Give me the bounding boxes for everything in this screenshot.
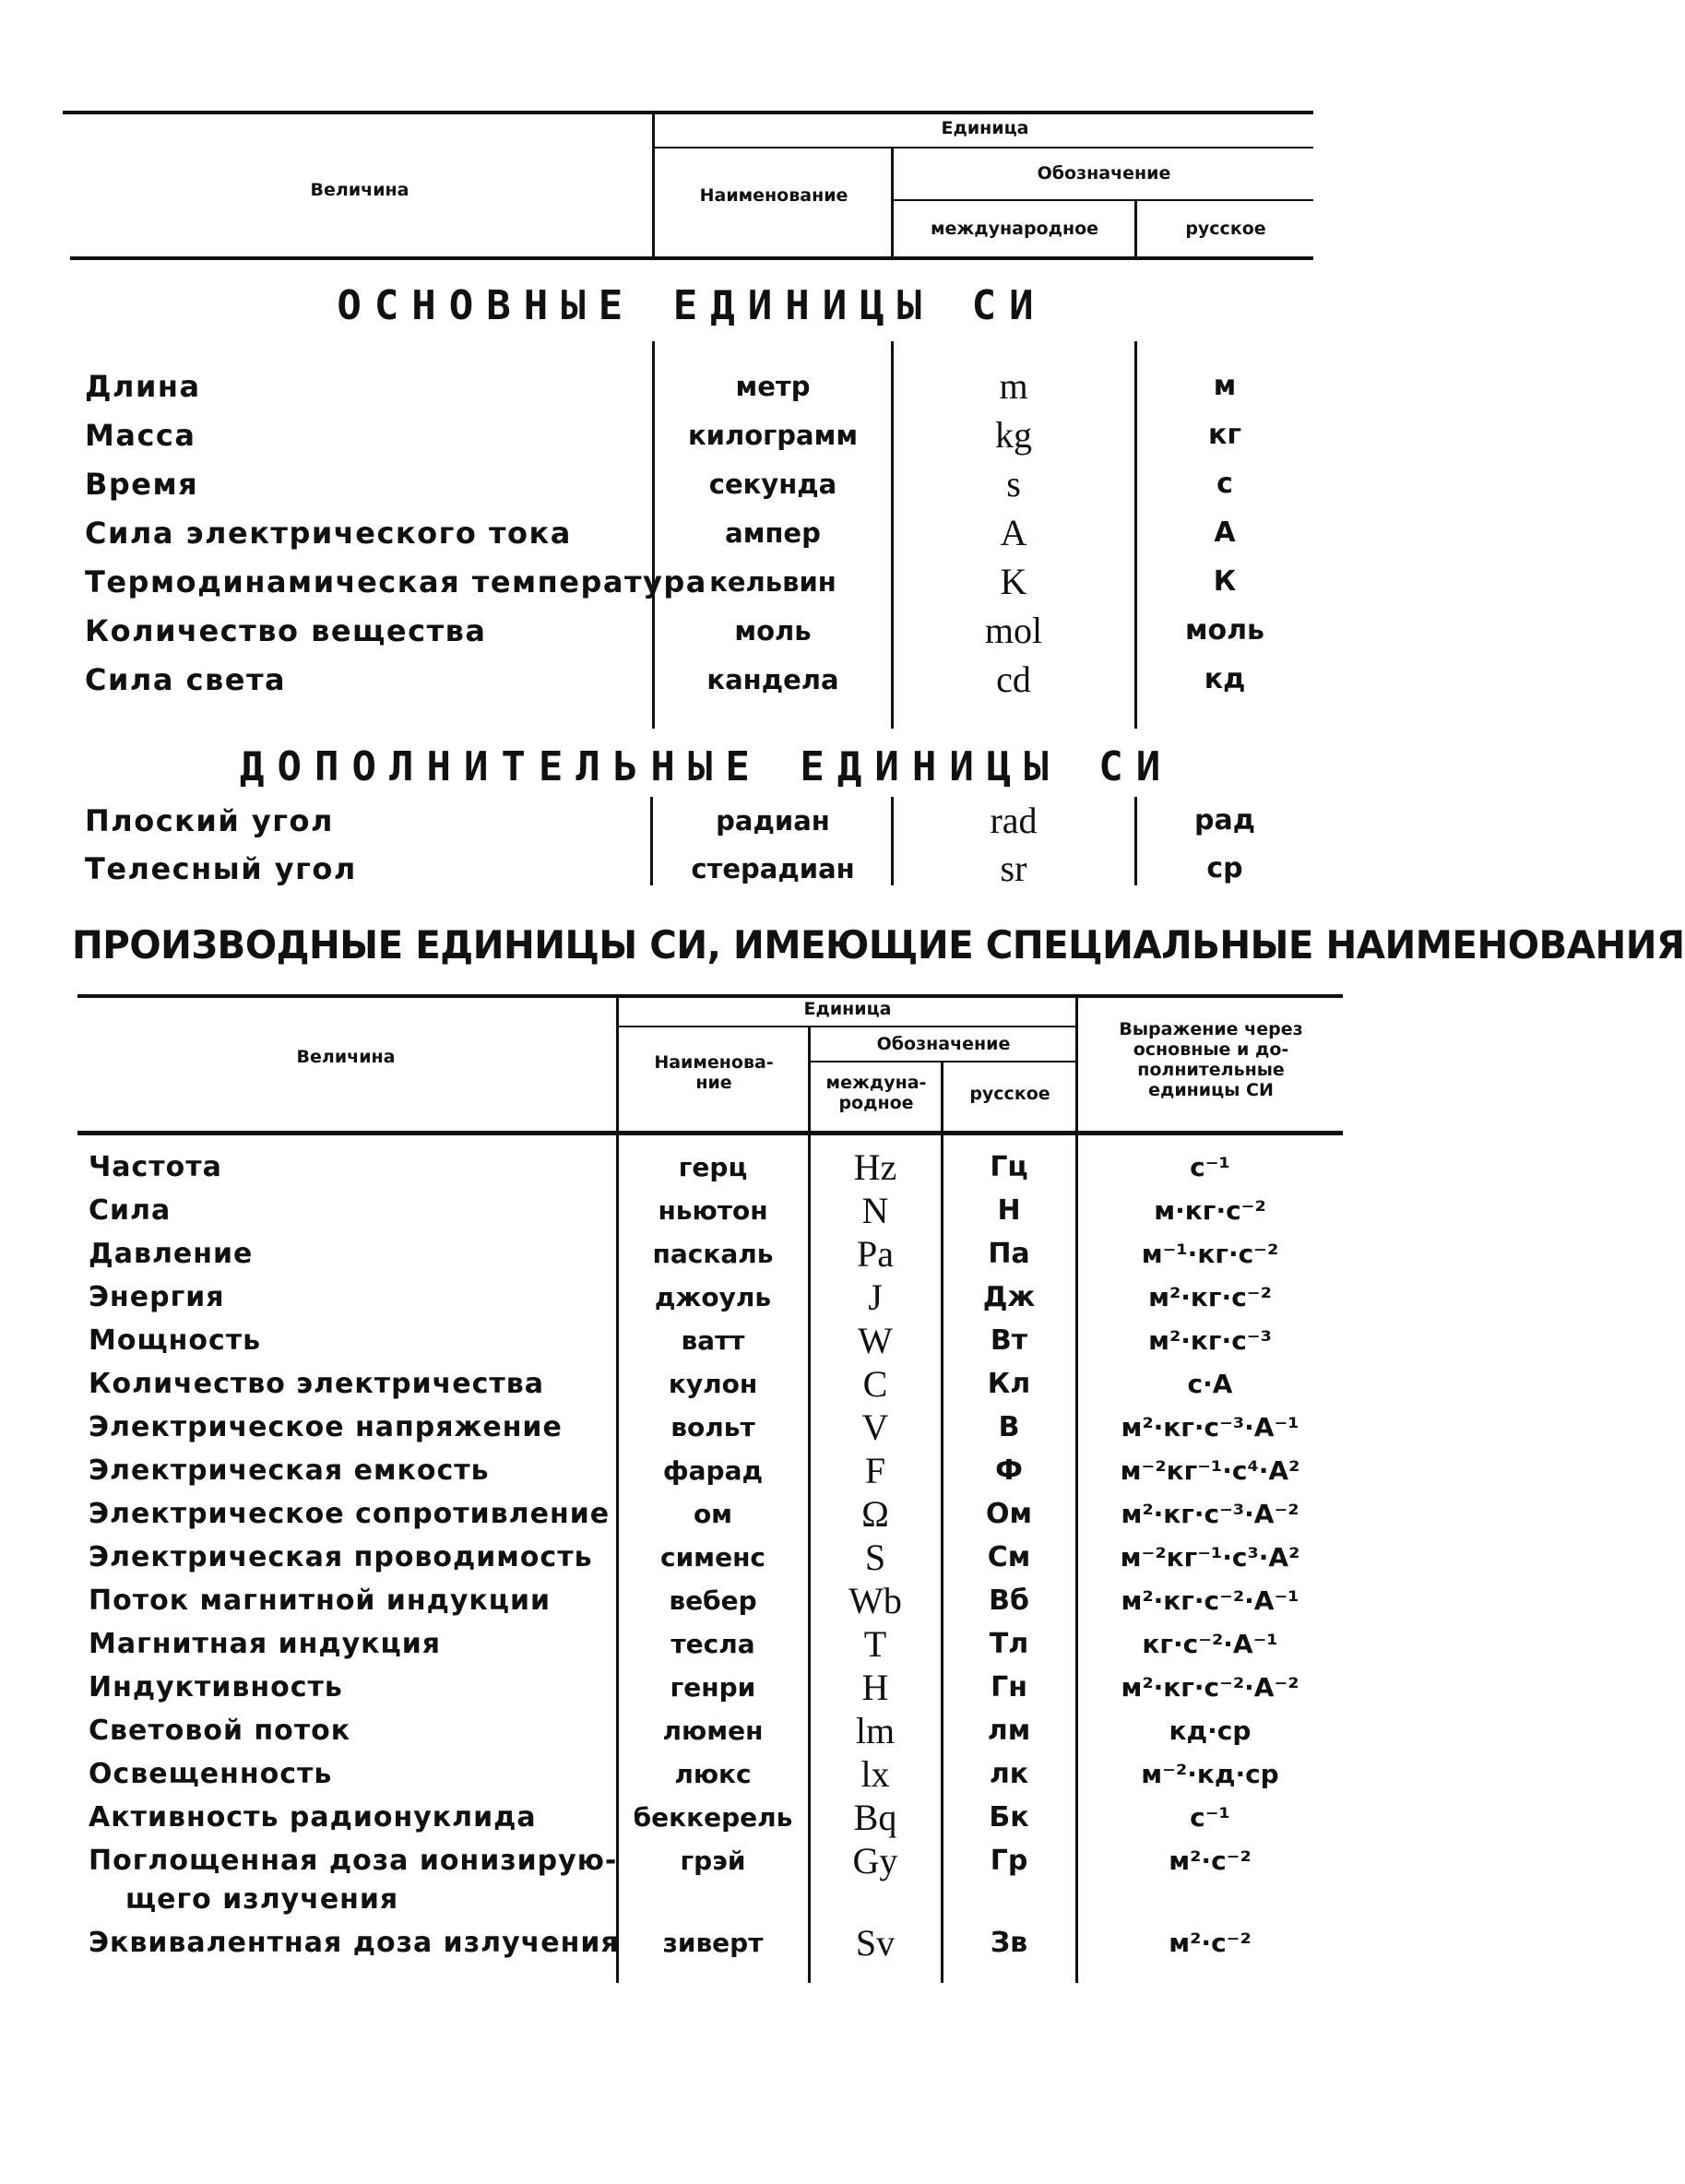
si-expression-cell: м⁻²кг⁻¹·с³·А² [1120,1542,1300,1573]
table1-header-russian: русское [1185,219,1266,239]
unit-name-cell: ом [693,1499,733,1529]
unit-name-cell: сименс [659,1542,766,1573]
unit-name-cell: тесла [670,1629,755,1659]
unit-name-cell: беккерель [633,1802,793,1833]
unit-name-cell: паскаль [652,1239,774,1269]
unit-name-cell: ампер [725,517,821,549]
intl-symbol-cell: sr [1000,848,1027,889]
intl-symbol-cell: Pa [857,1233,894,1275]
table2-header-name-line2: ние [695,1072,732,1093]
unit-name-cell: зиверт [662,1928,764,1958]
intl-symbol-cell: F [864,1450,886,1491]
russian-symbol-cell: кг [1207,419,1242,451]
russian-symbol-cell: А [1214,516,1236,549]
unit-name-cell: ньютон [658,1195,768,1226]
table2-unit-rule [618,1026,1077,1027]
unit-name-cell: радиан [716,805,830,837]
table2-designation-rule [810,1061,1077,1062]
intl-symbol-cell: kg [995,414,1032,456]
intl-symbol-cell: H [861,1667,889,1708]
russian-symbol-cell: Ом [985,1498,1033,1530]
intl-symbol-cell: S [864,1537,886,1578]
table-row [0,1360,1468,1408]
table-row [0,1751,1468,1798]
unit-name-cell: фарад [662,1455,764,1486]
si-expression-cell: м⁻¹·кг·с⁻² [1141,1239,1279,1269]
russian-symbol-cell: Бк [989,1801,1029,1834]
si-expression-cell: кд·ср [1169,1715,1252,1746]
table-row [0,1577,1468,1625]
russian-symbol-cell: лк [989,1758,1029,1790]
unit-name-cell: герц [678,1152,748,1182]
quantity-cell: Телесный угол [85,851,357,886]
intl-symbol-cell: V [861,1407,889,1448]
intl-symbol-cell: Hz [853,1146,897,1188]
table1-designation-rule [893,199,1313,201]
unit-name-cell: кельвин [709,566,837,598]
quantity-cell: Количество вещества [85,613,487,648]
table-row-continuation [0,1876,1468,1924]
russian-symbol-cell: К [1213,565,1237,598]
quantity-cell: Энергия [89,1281,225,1313]
supplementary-units-section-title: ДОПОЛНИТЕЛЬНЫЕ ЕДИНИЦЫ СИ [240,743,1174,790]
quantity-cell: Активность радионуклида [89,1801,537,1834]
table-row [0,1144,1468,1192]
russian-symbol-cell: Дж [982,1281,1036,1313]
quantity-cell: Поглощенная доза ионизирую- [89,1845,618,1877]
unit-name-cell: вебер [669,1585,757,1616]
unit-name-cell: генри [670,1672,756,1703]
russian-symbol-cell: моль [1184,614,1265,647]
intl-symbol-cell: Wb [848,1580,902,1621]
russian-symbol-cell: Гн [991,1671,1027,1703]
unit-name-cell: джоуль [654,1282,772,1312]
quantity-cell: Электрическая проводимость [89,1541,593,1573]
table1-header-quantity: Величина [310,180,409,200]
intl-symbol-cell: A [1000,512,1027,553]
table2-header-unit: Единица [803,999,892,1019]
intl-symbol-cell: W [858,1320,893,1361]
si-expression-cell: м⁻²кг⁻¹·с⁴·А² [1120,1455,1300,1486]
intl-symbol-cell: Gy [852,1840,898,1881]
quantity-cell: Сила света [85,662,287,697]
unit-name-cell: вольт [670,1412,755,1442]
table2-top-rule [77,994,1343,998]
table1-header-designation: Обозначение [1037,163,1171,184]
si-expression-cell: с⁻¹ [1190,1802,1230,1833]
si-expression-cell: м²·кг·с⁻²·А⁻² [1121,1672,1299,1703]
quantity-cell: Поток магнитной индукции [89,1585,552,1617]
quantity-cell: Плоский угол [85,803,334,838]
quantity-cell: Длина [85,369,201,404]
table-row [0,1274,1468,1322]
russian-symbol-cell: Кл [987,1368,1031,1400]
intl-symbol-cell: rad [990,800,1038,841]
intl-symbol-cell: s [1006,463,1021,504]
si-expression-cell: м²·с⁻² [1169,1928,1252,1958]
russian-symbol-cell: Тл [989,1628,1029,1660]
derived-units-table-title: ПРОИЗВОДНЫЕ ЕДИНИЦЫ СИ, ИМЕЮЩИЕ СПЕЦИАЛЬНЫЕ НАИМЕНОВАНИЯ [72,922,1685,967]
quantity-cell: Освещенность [89,1758,333,1790]
russian-symbol-cell: Вт [990,1324,1028,1357]
table-row [0,797,1468,845]
quantity-cell: Время [85,467,199,502]
table1-header-international: международное [930,219,1099,239]
si-expression-cell: с·А [1187,1369,1233,1399]
unit-name-cell: кулон [668,1369,758,1399]
table2-header-name [620,1053,808,1094]
si-expression-cell: с⁻¹ [1190,1152,1230,1182]
si-expression-cell: м·кг·с⁻² [1154,1195,1266,1226]
table1-header-divider [1134,201,1137,258]
intl-symbol-cell: C [862,1363,888,1405]
table2-header-designation: Обозначение [876,1034,1011,1054]
unit-name-cell: стерадиан [691,853,855,884]
table-row [0,1230,1468,1278]
unit-name-cell: секунда [708,469,837,500]
table2-header-international [812,1074,941,1114]
si-expression-cell: кг·с⁻²·А⁻¹ [1142,1629,1278,1659]
table-row [0,845,1468,893]
table2-header-intl-line2: родное [838,1092,914,1113]
table-row [0,1490,1468,1538]
russian-symbol-cell: лм [987,1715,1031,1747]
intl-symbol-cell: Ω [861,1493,889,1535]
intl-symbol-cell: lx [860,1753,890,1795]
unit-name-cell: кандела [706,664,839,695]
table-row [0,1534,1468,1582]
russian-symbol-cell: Вб [989,1585,1029,1617]
table1-header-unit: Единица [941,118,1029,138]
russian-symbol-cell: Гц [990,1151,1028,1183]
table-row [0,411,1468,459]
intl-symbol-cell: J [868,1276,883,1318]
quantity-cell: Сила [89,1194,172,1227]
quantity-cell-continuation: щего излучения [125,1883,399,1916]
table-row [0,1317,1468,1365]
table-row [0,1794,1468,1842]
intl-symbol-cell: K [1000,561,1027,602]
intl-symbol-cell: lm [855,1710,896,1751]
table2-header-expr-line1: Выражение через [1119,1019,1303,1039]
quantity-cell: Масса [85,418,196,453]
base-units-section-title: ОСНОВНЫЕ ЕДИНИЦЫ СИ [337,282,1047,329]
quantity-cell: Магнитная индукция [89,1628,441,1660]
quantity-cell: Количество электричества [89,1368,544,1400]
russian-symbol-cell: Зв [990,1927,1028,1959]
intl-symbol-cell: m [999,365,1028,407]
russian-symbol-cell: м [1213,370,1237,402]
quantity-cell: Частота [89,1151,222,1183]
russian-symbol-cell: с [1216,468,1233,500]
table-row [0,460,1468,508]
quantity-cell: Световой поток [89,1715,351,1747]
unit-name-cell: грэй [680,1846,746,1876]
intl-symbol-cell: mol [984,610,1043,651]
table-row [0,362,1468,410]
unit-name-cell: люкс [674,1759,752,1789]
quantity-cell: Давление [89,1238,254,1270]
table2-header-name-line1: Наименова- [654,1052,774,1073]
table2-header-russian: русское [969,1084,1050,1104]
table-row [0,1707,1468,1755]
russian-symbol-cell: ср [1206,852,1243,884]
table1-header-bottom-rule [70,256,1313,260]
russian-symbol-cell: Гр [990,1845,1028,1877]
si-expression-cell: м²·кг·с⁻³ [1148,1325,1272,1356]
unit-name-cell: метр [735,371,811,402]
russian-symbol-cell: Н [997,1194,1021,1227]
unit-name-cell: килограмм [687,420,859,451]
table1-header-name: Наименование [699,185,848,206]
intl-symbol-cell: Sv [855,1922,896,1964]
unit-name-cell: ватт [681,1325,745,1356]
si-expression-cell: м²·с⁻² [1169,1846,1252,1876]
table2-header-expr-line4: единицы СИ [1148,1079,1274,1100]
table-row [0,558,1468,606]
russian-symbol-cell: рад [1194,804,1255,837]
intl-symbol-cell: T [863,1623,887,1665]
table-row [0,509,1468,557]
si-expression-cell: м²·кг·с⁻² [1148,1282,1272,1312]
quantity-cell: Электрическое напряжение [89,1411,563,1443]
russian-symbol-cell: См [987,1541,1031,1573]
quantity-cell: Электрическое сопротивление [89,1498,611,1530]
russian-symbol-cell: Ф [995,1454,1023,1487]
quantity-cell: Сила электрического тока [85,516,572,551]
si-expression-cell: м²·кг·с⁻²·А⁻¹ [1121,1585,1299,1616]
intl-symbol-cell: N [861,1190,889,1231]
table1-top-rule [63,111,1313,114]
unit-name-cell: люмен [662,1715,764,1746]
si-expression-cell: м⁻²·кд·ср [1141,1759,1279,1789]
table-row [0,607,1468,655]
table-row [0,1919,1468,1967]
table2-header-intl-line1: междуна- [825,1073,927,1093]
table1-header-divider [652,113,655,258]
intl-symbol-cell: cd [996,659,1031,700]
table-row [0,1664,1468,1712]
table-row [0,1620,1468,1668]
table2-header-bottom-rule [77,1131,1343,1135]
table2-header-expr-line3: полнительные [1137,1059,1285,1080]
si-expression-cell: м²·кг·с⁻³·А⁻² [1121,1499,1299,1529]
si-expression-cell: м²·кг·с⁻³·А⁻¹ [1121,1412,1299,1442]
unit-name-cell: моль [734,615,812,647]
table1-header-divider [891,148,894,258]
table2-header-quantity: Величина [296,1047,396,1067]
intl-symbol-cell: Bq [853,1797,897,1838]
russian-symbol-cell: В [998,1411,1020,1443]
russian-symbol-cell: Па [988,1238,1030,1270]
quantity-cell: Эквивалентная доза излучения [89,1927,620,1959]
quantity-cell: Электрическая емкость [89,1454,490,1487]
table2-header-expr-line2: основные и до- [1133,1039,1289,1060]
table2-header-expression [1079,1020,1343,1100]
table-row [0,1404,1468,1452]
table-row [0,1447,1468,1495]
table1-unit-rule [655,147,1313,148]
quantity-cell: Индуктивность [89,1671,343,1703]
quantity-cell: Мощность [89,1324,262,1357]
russian-symbol-cell: кд [1204,663,1246,695]
quantity-cell: Термодинамическая температура [85,564,707,599]
table-row [0,1187,1468,1235]
table-row [0,656,1468,704]
